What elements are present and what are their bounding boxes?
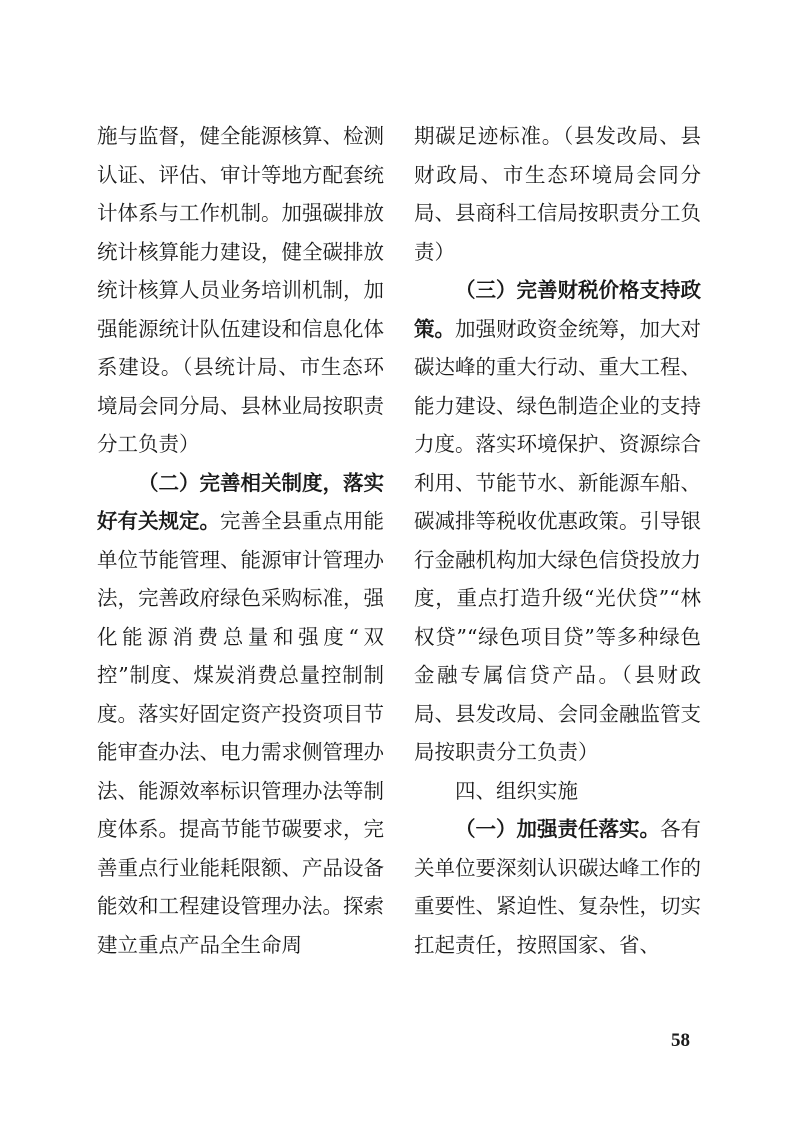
paragraph-responsibility bbox=[414, 810, 701, 964]
body-fiscal-policy: 加强财政资金统筹，加大对碳达峰的重大行动、重大工程、能力建设、绿色制造企业的支持力度。落实环境保护、资源综合利用、节能节水、新能源车船、碳减排等税收优惠政策。引导银行金融机构加大绿色信贷投放力度，重点打造升级“光伏贷”“林权贷”“绿色项目贷”等多种绿色金融专属信贷产品。（县财政局、县发改局、会同金融监管支局按职责分工负责） bbox=[414, 316, 701, 764]
page-number: 58 bbox=[671, 1030, 690, 1051]
body-improve-systems: 完善全县重点用能单位节能管理、能源审计管理办法，完善政府绿色采购标准，强化能源消费总量和强度“双控”制度、煤炭消费总量控制制度。落实好固定资产投资项目节能审查办法、电力需求侧管理办法、能源效率标识管理办法等制度体系。提高节能节碳要求，完善重点行业能耗限额、产品设备能效和工程建设管理办法。探索建立重点产品全生命周 bbox=[97, 509, 384, 957]
heading-responsibility: （一）加强责任落实。 bbox=[455, 817, 660, 841]
section-heading-organization: 四、组织实施 bbox=[455, 778, 578, 803]
paragraph-statistics-system: 施与监督，健全能源核算、检测认证、评估、审计等地方配套统计体系与工作机制。加强碳排放统计核算能力建设，健全碳排放统计核算人员业务培训机制，加强能源统计队伍建设和信息化体系建设。（县统计局、市生态环境局会同分局、县林业局按职责分工负责） bbox=[97, 124, 384, 456]
body-responsibility: 各有关单位要深刻认识碳达峰工作的重要性、紧迫性、复杂性，切实扛起责任，按照国家、省、 bbox=[414, 817, 701, 957]
right-column bbox=[414, 117, 701, 964]
paragraph-carbon-footprint: 期碳足迹标准。（县发改局、县财政局、市生态环境局会同分局、县商科工信局按职责分工负责） bbox=[414, 124, 701, 264]
heading-improve-systems: （二）完善相关制度，落实好有关规定。 bbox=[97, 470, 384, 533]
paragraph-improve-systems bbox=[97, 464, 384, 965]
left-column bbox=[97, 117, 384, 964]
paragraph-fiscal-policy bbox=[414, 271, 701, 772]
heading-fiscal-policy: （三）完善财税价格支持政策。 bbox=[414, 278, 701, 341]
